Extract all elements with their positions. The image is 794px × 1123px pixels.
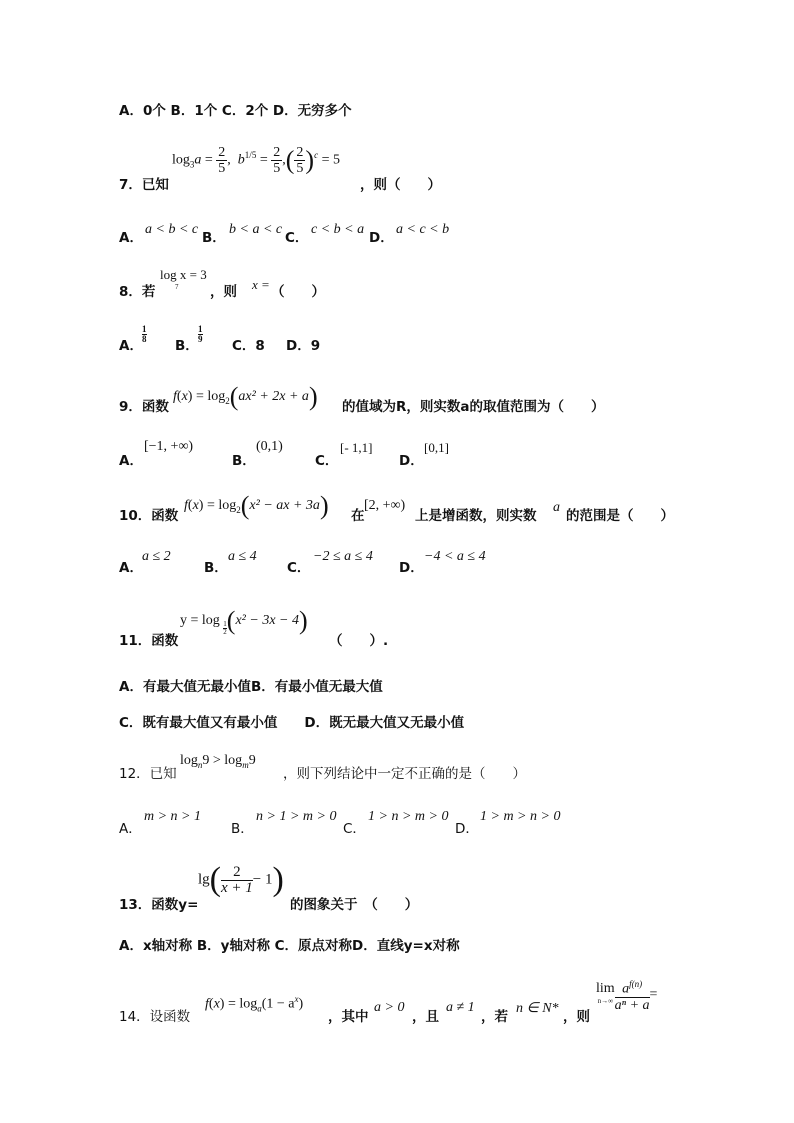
q12-expression: $\log_n9 > \log_m9$ bbox=[180, 753, 256, 770]
q8-mid: ，则 bbox=[210, 284, 237, 300]
q8-prefix: 8．若 bbox=[119, 284, 156, 300]
q10-option-d: −4 < a ≤ 4 bbox=[424, 549, 486, 564]
q9-option-b-label: B． bbox=[232, 453, 256, 469]
q11-prefix: 11．函数 bbox=[119, 633, 179, 649]
q7-option-b-label: B． bbox=[202, 230, 226, 246]
q8-expression-base: 7 bbox=[175, 283, 179, 291]
q12-option-c-label: C． bbox=[343, 821, 366, 837]
q9-prefix: 9．函数 bbox=[119, 399, 169, 415]
q10-option-c: −2 ≤ a ≤ 4 bbox=[313, 549, 373, 564]
q7-option-d-label: D． bbox=[369, 230, 394, 246]
q10-option-a-label: A． bbox=[119, 560, 143, 576]
q12-option-b-label: B． bbox=[231, 821, 254, 837]
q12-option-d: 1 > m > n > 0 bbox=[480, 809, 561, 824]
q7-option-d: a < c < b bbox=[396, 222, 450, 237]
q9-expression: $f(x) = \log_2(ax^2 + 2x + a)$ bbox=[173, 382, 318, 411]
q10-option-b-label: B． bbox=[204, 560, 228, 576]
q9-option-d: [0,1] bbox=[424, 440, 449, 455]
q9-option-a-label: A． bbox=[119, 453, 143, 469]
q14-cond1: a > 0 bbox=[374, 1000, 405, 1015]
q11-options-line2: C．既有最大值又有最小值 D．既无最大值又无最小值 bbox=[119, 715, 465, 731]
q14-expression: $f(x) = \log_a(1 - a^x)$ bbox=[205, 994, 304, 1014]
q7-option-c-label: C． bbox=[285, 230, 309, 246]
q9-option-d-label: D． bbox=[399, 453, 424, 469]
q14-mid3: ，若 bbox=[481, 1009, 508, 1025]
q7-option-b: b < a < c bbox=[229, 222, 283, 237]
q10-option-b: a ≤ 4 bbox=[228, 549, 257, 564]
q8-expression: log x = 3 bbox=[160, 267, 207, 282]
q10-option-a: a ≤ 2 bbox=[142, 549, 171, 564]
q7-option-a: a < b < c bbox=[145, 222, 199, 237]
q8-option-b: 1 9 bbox=[198, 324, 203, 344]
q12-option-a: m > n > 1 bbox=[144, 809, 202, 824]
q10-var: a bbox=[553, 500, 560, 515]
q11-options-line1: A．有最大值无最小值B．有最小值无最大值 bbox=[119, 679, 383, 695]
q8-option-d: D．9 bbox=[286, 338, 321, 354]
q6-options: A．0个 B．1个 C．2个 D．无穷多个 bbox=[119, 103, 352, 119]
q13-prefix: 13．函数y= bbox=[119, 897, 199, 913]
q12-prefix: 12．已知 bbox=[119, 766, 177, 782]
q13-options: A．x轴对称 B．y轴对称 C．原点对称D．直线y=x对称 bbox=[119, 938, 460, 954]
q7-option-c: c < b < a bbox=[311, 222, 365, 237]
q13-expression: lg( $\frac{2}{x + 1}$ − 1) bbox=[198, 861, 284, 898]
q12-option-a-label: A． bbox=[119, 821, 142, 837]
q10-interval: [2, +∞) bbox=[364, 498, 406, 513]
q8-option-c: C．8 bbox=[232, 338, 265, 354]
q12-option-b: n > 1 > m > 0 bbox=[256, 809, 337, 824]
q12-option-c: 1 > n > m > 0 bbox=[368, 809, 449, 824]
q13-suffix: 的图象关于 （ ） bbox=[290, 897, 419, 913]
q10-expression: $f(x) = \log_2(x^2$ − ax + 3a) bbox=[184, 491, 329, 520]
q8-option-b-label: B． bbox=[175, 338, 199, 354]
q11-suffix: （ ）. bbox=[329, 633, 389, 649]
q8-expression-x: x = bbox=[252, 277, 270, 292]
q9-option-a: [−1, +∞) bbox=[144, 439, 194, 454]
q8-option-a-label: A． bbox=[119, 338, 143, 354]
q14-mid4: ，则 bbox=[563, 1009, 590, 1025]
q7-prefix: 7．已知 bbox=[119, 177, 169, 193]
q9-option-b: (0,1) bbox=[256, 439, 283, 454]
q11-expression: y = log $\frac{1}{2}$ (x² − 3x − 4) bbox=[180, 606, 308, 637]
q9-option-c-label: C． bbox=[315, 453, 339, 469]
q9-option-c: [- 1,1] bbox=[340, 440, 373, 455]
q12-option-d-label: D． bbox=[455, 821, 479, 837]
q14-mid1: ，其中 bbox=[328, 1009, 369, 1025]
q14-limit: lim n→∞ $\frac{a^{f(n)}}{\text{aⁿ + a}}$ = bbox=[596, 979, 658, 1013]
q7-option-a-label: A． bbox=[119, 230, 143, 246]
q7-expression: $\log_3a$ = $\frac{2}{5}$ , $b^{1/5}$ = $\frac{2}{5}$ ,( $\frac{2}{5}$ )$^c$ = 5 bbox=[172, 145, 340, 176]
q12-suffix: ，则下列结论中一定不正确的是（ ） bbox=[283, 766, 526, 782]
q14-cond3: n ∈ N* bbox=[516, 1001, 559, 1016]
q7-suffix: ，则（ ） bbox=[360, 177, 441, 193]
q8-option-a: 1 8 bbox=[142, 324, 147, 344]
q10-mid2: 上是增函数，则实数 bbox=[415, 508, 537, 524]
q14-mid2: ，且 bbox=[412, 1009, 439, 1025]
q9-suffix: 的值域为R，则实数a的取值范围为（ ） bbox=[342, 399, 605, 415]
q8-suffix: （ ） bbox=[271, 284, 325, 300]
q10-mid: 在 bbox=[351, 508, 365, 524]
q10-prefix: 10．函数 bbox=[119, 508, 179, 524]
q10-option-c-label: C． bbox=[287, 560, 311, 576]
q14-cond2: a ≠ 1 bbox=[446, 1000, 475, 1015]
q14-prefix: 14．设函数 bbox=[119, 1009, 191, 1025]
q10-suffix: 的范围是（ ） bbox=[566, 508, 674, 524]
q10-option-d-label: D． bbox=[399, 560, 424, 576]
